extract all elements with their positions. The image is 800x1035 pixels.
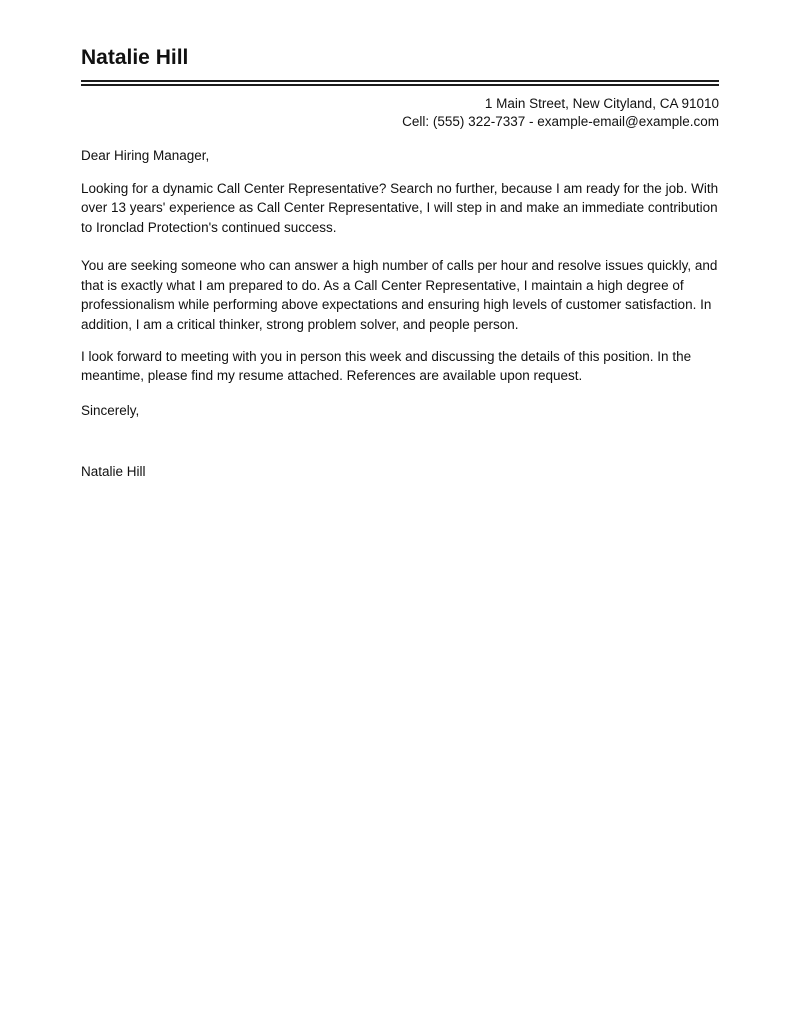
address-line-1: 1 Main Street, New Cityland, CA 91010	[484, 96, 719, 111]
letter-body	[81, 146, 719, 481]
letter-paragraph: You are seeking someone who can answer a high number of calls per hour and resolve issues quickly, and that is exactly what I am prepared to do. As a Call Center Representative, I maintain a high degree of professionalism while performing above expectations and ensuring high levels of customer satisfaction. In addition, I am a critical thinker, strong problem solver, and people person.	[81, 257, 718, 332]
letterhead-name: Natalie Hill	[81, 46, 189, 69]
letter-signature: Natalie Hill	[81, 463, 146, 479]
letter-paragraph: Looking for a dynamic Call Center Representative? Search no further, because I am ready for the job. With over 13 years' experience as Call Center Representative, I will step in and make an immediate contribution to Ironclad Protection's continued success.	[81, 180, 719, 236]
letter-greeting: Dear Hiring Manager,	[81, 148, 210, 163]
letterhead-address	[81, 95, 719, 131]
letterhead-divider	[81, 80, 719, 86]
letter-paragraph: I look forward to meeting with you in person this week and discussing the details of this position. In the meantime, please find my resume attached. References are available upon request.	[81, 348, 692, 384]
letterhead	[81, 46, 719, 131]
address-line-2: Cell: (555) 322-7337 - example-email@example.com	[402, 114, 719, 129]
letter-closing: Sincerely,	[81, 403, 140, 419]
